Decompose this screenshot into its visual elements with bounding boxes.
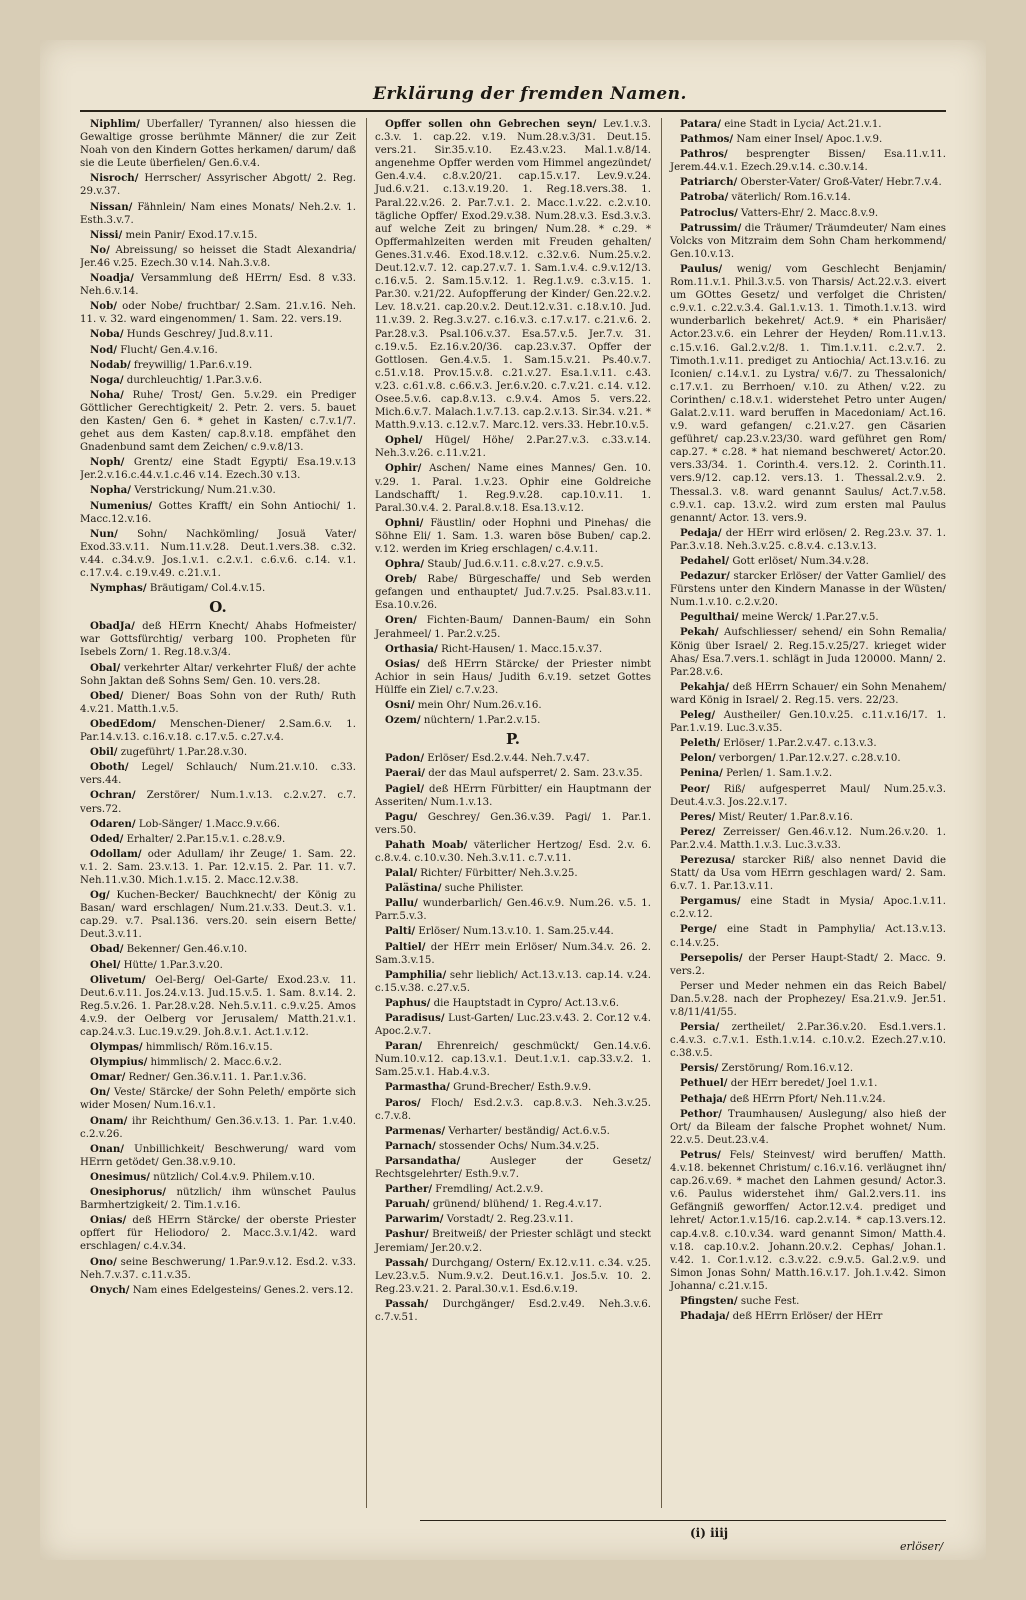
glossary-entry: Olympas/ himmlisch/ Röm.16.v.15.: [90, 1041, 273, 1054]
glossary-entry: Niphlim/ Uberfaller/ Tyrannen/ also hiessen die Gewaltige grosse berühmte Männer/ die zur Zeit Noah von den Kindern Gottes herkamen/ darum/ daß sie die Leute überfielen/ Gen.6.v.4.: [80, 118, 356, 170]
glossary-entry: Peleg/ Austheiler/ Gen.10.v.25. c.11.v.16/17. 1. Par.1.v.19. Luc.3.v.35.: [670, 709, 946, 735]
glossary-entry: Paran/ Ehrenreich/ geschmückt/ Gen.14.v.6. Num.10.v.12. cap.13.v.1. Deut.1.v.1. cap.33.v.2. 1. Sam.25.v.1. Hab.4.v.3.: [375, 1040, 651, 1079]
glossary-entry: Passah/ Durchgang/ Ostern/ Ex.12.v.11. c.34. v.25. Lev.23.v.5. Num.9.v.2. Deut.16.v.1. Jos.5.v. 10. 2. Reg.23.v.21. 2. Paral.30.v.1. Esd.6.v.19.: [375, 1256, 651, 1295]
glossary-entry: Palal/ Richter/ Fürbitter/ Neh.3.v.25.: [385, 867, 578, 880]
glossary-entry: Padon/ Erlöser/ Esd.2.v.44. Neh.7.v.47.: [385, 752, 590, 765]
glossary-entry: Paerai/ der das Maul aufsperret/ 2. Sam. 23.v.35.: [385, 767, 643, 780]
glossary-entry: Pekah/ Aufschliesser/ sehend/ ein Sohn Remalia/ König über Israel/ 2. Reg.15.v.25/27. krieget wider Ahas/ Esa.7.vers.1. schlägt in Juda 120000. Mann/ 2. Par.28.v.6.: [670, 626, 946, 678]
glossary-entry: Nisroch/ Herrscher/ Assyrischer Abgott/ 2. Reg. 29.v.37.: [80, 172, 356, 198]
glossary-entry: ObadJa/ deß HErrn Knecht/ Ahabs Hofmeister/ war Gottsfürchtig/ verbarg 100. Propheten für Isebels Zorn/ 1. Reg.18.v.3/4.: [80, 620, 356, 659]
glossary-entry: Noph/ Grentz/ eine Stadt Egypti/ Esa.19.v.13 Jer.2.v.16.c.44.v.1.c.46 v.14. Ezech.30 v.13.: [80, 456, 356, 482]
glossary-entry: Odollam/ oder Adullam/ ihr Zeuge/ 1. Sam. 22. v.1. 2. Sam. 23.v.13. 1. Par. 12.v.15. 2. Par. 11. v.7. Neh.11.v.30. Mich.1.v.15. 2. Macc.12.v.38.: [80, 847, 356, 886]
column-2: [366, 118, 651, 1508]
glossary-entry: Olivetum/ Oel-Berg/ Oel-Garte/ Exod.23.v. 11. Deut.6.v.11. Jos.24.v.13. Jud.15.v.5. 1. Sam. 8.v.14. 2. Reg.5.v.26. 1. Par.28.v.28. Neh.5.v.11. c.9.v.25. Amos 4.v.9. der Oelberg vor Jerusalem/ Matth.21.v.1. cap.24.v.3. Luc.19.v.29. Joh.8.v.1. Act.1.v.12.: [80, 973, 356, 1038]
glossary-entry: Ohel/ Hütte/ 1.Par.3.v.20.: [90, 958, 223, 971]
glossary-entry: Ophir/ Aschen/ Name eines Mannes/ Gen. 10. v.29. 1. Paral. 1.v.23. Ophir eine Goldreiche Landschafft/ 1. Reg.9.v.28. cap.10.v.11. 1. Paral.30.v.4. 2. Paral.8.v.18. Esa.13.v.12.: [375, 462, 651, 514]
glossary-entry: Paros/ Floch/ Esd.2.v.3. cap.8.v.3. Neh.3.v.25. c.7.v.8.: [375, 1096, 651, 1122]
glossary-entry: Petrus/ Fels/ Steinvest/ wird beruffen/ Matth. 4.v.18. bekennet Christum/ c.16.v.16. verläugnet ihn/ cap.26.v.69. * machet den Lahmen gesund/ Actor.3. v.6. Paulus widerstehet ihm/ Gal.2.vers.11. ins Gefängniß geworffen/ Actor.12.v.4. prediget und lehret/ Actor.1.v.15/16. cap.2.v.14. * cap.13.vers.12. cap.4.v.8. c.10.v.34. ward genannt Simon/ Matth.4. v.18. cap.10.v.2. Johann.20.v.2. Cephas/ Johan.1. v.42. 1. Cor.1.v.12. c.3.v.22. c.9.v.5. Gal.2.v.9. und Simon Jonas Sohn/ Matth.16.v.17. Joh.1.v.42. Simon Johanna/ c.21.v.15.: [670, 1148, 946, 1292]
glossary-entry: Palästina/ suche Philister.: [385, 882, 524, 895]
glossary-entry: Pedazur/ starcker Erlöser/ der Vatter Gamliel/ des Fürstens unter den Kindern Manasse in der Wüsten/ Num.1.v.10. c.2.v.20.: [670, 570, 946, 609]
glossary-entry: Oren/ Fichten-Baum/ Dannen-Baum/ ein Sohn Jerahmeel/ 1. Par.2.v.25.: [375, 614, 651, 640]
glossary-entry: Peor/ Riß/ aufgesperret Maul/ Num.25.v.3. Deut.4.v.3. Jos.22.v.17.: [670, 782, 946, 808]
glossary-entry: Pashur/ Breitweiß/ der Priester schlägt und steckt Jeremiam/ Jer.20.v.2.: [375, 1228, 651, 1254]
glossary-entry: Nodab/ freywillig/ 1.Par.6.v.19.: [90, 358, 253, 371]
glossary-entry: Pahath Moab/ väterlicher Hertzog/ Esd. 2.v. 6. c.8.v.4. c.10.v.30. Neh.3.v.11. c.7.v.11.: [375, 838, 651, 864]
glossary-entry: Pergamus/ eine Stadt in Mysia/ Apoc.1.v.11. c.2.v.12.: [670, 895, 946, 921]
glossary-entry: Noba/ Hunds Geschrey/ Jud.8.v.11.: [90, 328, 273, 341]
glossary-entry: Parther/ Fremdling/ Act.2.v.9.: [385, 1183, 544, 1196]
glossary-entry: Parwarim/ Vorstadt/ 2. Reg.23.v.11.: [385, 1213, 574, 1226]
glossary-entry: Pathros/ besprengter Bissen/ Esa.11.v.11. Jerem.44.v.1. Ezech.29.v.14. c.30.v.14.: [670, 148, 946, 174]
text-columns: [80, 118, 946, 1508]
catchword: erlöser/: [900, 1540, 944, 1553]
glossary-entry: Patara/ eine Stadt in Lycia/ Act.21.v.1.: [680, 118, 882, 130]
glossary-entry: Pekahja/ deß HErrn Schauer/ ein Sohn Menahem/ ward König in Israel/ 2. Reg.15. vers. 22/23.: [670, 680, 946, 706]
glossary-entry: Nod/ Flucht/ Gen.4.v.16.: [90, 343, 218, 356]
glossary-entry: Pedaja/ der HErr wird erlösen/ 2. Reg.23.v. 37. 1. Par.3.v.18. Neh.3.v.25. c.8.v.4. c.13.v.13.: [670, 526, 946, 552]
glossary-entry: Perser und Meder nehmen ein das Reich Babel/ Dan.5.v.28. nach der Prophezey/ Esa.21.v.9. Jer.51. v.8/11/41/55.: [670, 980, 946, 1018]
book-page: [40, 40, 986, 1560]
glossary-entry: Ozem/ nüchtern/ 1.Par.2.v.15.: [385, 714, 541, 727]
glossary-entry: Paruah/ grünend/ blühend/ 1. Reg.4.v.17.: [385, 1198, 602, 1211]
section-letter: P.: [505, 730, 521, 749]
glossary-entry: Onam/ ihr Reichthum/ Gen.36.v.13. 1. Par. 1.v.40. c.2.v.26.: [80, 1114, 356, 1140]
glossary-entry: Noga/ durchleuchtig/ 1.Par.3.v.6.: [90, 373, 263, 386]
glossary-entry: Odaren/ Lob-Sänger/ 1.Macc.9.v.66.: [90, 817, 280, 830]
glossary-entry: Ophni/ Fäustlin/ oder Hophni und Pinehas/ die Söhne Eli/ 1. Sam. 1.3. waren böse Buben/ cap.2. v.12. werden im Krieg erschlagen/ c.4.v.11.: [375, 516, 651, 555]
glossary-entry: Paltiel/ der HErr mein Erlöser/ Num.34.v. 26. 2. Sam.3.v.15.: [375, 940, 651, 966]
glossary-entry: Obil/ zugeführt/ 1.Par.28.v.30.: [90, 746, 248, 759]
glossary-entry: Onych/ Nam eines Edelgesteins/ Genes.2. vers.12.: [90, 1283, 354, 1296]
glossary-entry: No/ Abreissung/ so heisset die Stadt Alexandria/ Jer.46 v.25. Ezech.30 v.14. Nah.3.v.8.: [80, 243, 356, 269]
column-1: [80, 118, 356, 1508]
glossary-entry: Persia/ zertheilet/ 2.Par.36.v.20. Esd.1.vers.1. c.4.v.3. c.7.v.1. Esth.1.v.14. c.10.v.2. Ezech.27.v.10. c.38.v.5.: [670, 1021, 946, 1060]
glossary-entry: On/ Veste/ Stärcke/ der Sohn Peleth/ empörte sich wider Mosen/ Num.16.v.1.: [80, 1086, 356, 1112]
glossary-entry: Ophra/ Staub/ Jud.6.v.11. c.8.v.27. c.9.v.5.: [385, 558, 604, 571]
glossary-entry: Persepolis/ der Perser Haupt-Stadt/ 2. Macc. 9. vers.2.: [670, 951, 946, 977]
glossary-entry: Pegulthai/ meine Werck/ 1.Par.27.v.5.: [680, 611, 879, 624]
glossary-entry: Parsandatha/ Ausleger der Gesetz/ Rechtsgelehrter/ Esth.9.v.7.: [375, 1154, 651, 1181]
glossary-entry: Osias/ deß HErrn Stärcke/ der Priester nimbt Achior in sein Haus/ Judith 6.v.19. setzet Gottes Hülffe ein Ziel/ c.7.v.23.: [375, 657, 651, 696]
glossary-entry: Pallu/ wunderbarlich/ Gen.46.v.9. Num.26. v.5. 1. Parr.5.v.3.: [375, 897, 651, 923]
glossary-entry: Phadaja/ deß HErrn Erlöser/ der HErr: [680, 1310, 883, 1323]
glossary-entry: Perez/ Zerreisser/ Gen.46.v.12. Num.26.v.20. 1. Par.2.v.4. Matth.1.v.3. Luc.3.v.33.: [670, 825, 946, 851]
glossary-entry: Olympius/ himmlisch/ 2. Macc.6.v.2.: [90, 1056, 282, 1069]
glossary-entry: Patriarch/ Oberster-Vater/ Groß-Vater/ Hebr.7.v.4.: [680, 176, 942, 189]
glossary-entry: Obad/ Bekenner/ Gen.46.v.10.: [90, 943, 248, 956]
glossary-entry: Paulus/ wenig/ vom Geschlecht Benjamin/ Rom.11.v.1. Phil.3.v.5. von Tharsis/ Act.22.v.3. eivert um GOttes Gesetz/ und verfolget die Christen/ c.9.v.1. c.22.v.3.4. Gal.1.v.13. 1. Timoth.1.v.13. wird wunderbarlich bekehret/ Act.9. * ein Pharisäer/ Actor.23.v.6. ein Lehrer der Heyden/ Rom.11.v.13. c.15.v.16. Gal.2.v.2/8. 1. Tim.1.v.11. c.2.v.7. 2. Timoth.1.v.11. prediget zu Antiochia/ Act.13.v.16. zu Iconien/ c.14.v.1. zu Lystra/ v.6/7. zu Thessalonich/ c.17.v.1. zu Berrhoen/ v.10. zu Athen/ v.22. zu Corinthen/ c.18.v.1. widerstehet Petro unter Augen/ Galat.2.v.11. ward beruffen in Macedoniam/ Act.16. v.9. ward gefangen/ c.21.v.27. gen Cäsarien geführet/ cap.23.v.23/30. ward geführet gen Rom/ cap.27. * c.28. * hat niemand beschweret/ Actor.20. vers.33/34. 1. Corinth.4. vers.12. 2. Corinth.11. vers.9/12. cap.12. vers.13. 1. Thessal.2.v.9. 2. Thessal.3. v.8. ward genannt Saulus/ Act.7.v.58. c.9.v.1. cap. 13.v.2. wird zum ersten mal Paulus genannt/ Actor. 13. vers.9.: [670, 262, 946, 524]
glossary-entry: Oded/ Erhalter/ 2.Par.15.v.1. c.28.v.9.: [90, 832, 286, 845]
glossary-entry: Pathmos/ Nam einer Insel/ Apoc.1.v.9.: [680, 133, 883, 146]
glossary-entry: Ono/ seine Beschwerung/ 1.Par.9.v.12. Esd.2. v.33. Neh.7.v.37. c.11.v.35.: [80, 1255, 356, 1281]
glossary-entry: Opffer sollen ohn Gebrechen seyn/ Lev.1.v.3. c.3.v. 1. cap.22. v.19. Num.28.v.3/31. Deut.15. vers.21. Sir.35.v.10. Ez.43.v.23. Mal.1.v.8/14. angenehme Opffer werden vom Himmel angezündet/ Gen.4.v.4. c.8.v.20/21. cap.15.v.17. Lev.9.v.24. Jud.6.v.21. c.13.v.19.20. 1. Reg.18.vers.38. 1. Paral.22.v.26. 2. Par.7.v.1. 2. Macc.1.v.22. c.2.v.10. tägliche Opffer/ Exod.29.v.38. Num.28.v.3. Esd.3.v.3. auf welche Zeit zu bringen/ Num.28. * c.29. * Opffermahlzeiten werden mit Freuden gehalten/ Genes.31.v.46. Exod.18.v.12. c.32.v.6. Num.25.v.2. Deut.12.v.7. 12. cap.27.v.7. 1. Sam.1.v.4. c.9.v.12/13. c.16.v.5. 2. Sam.15.v.12. 1. Reg.1.v.9. c.3.v.15. 1. Par.30. v.21/22. Aufopfferung der Kinder/ Gen.22.v.2. Lev. 18.v.21. cap.20.v.2. Deut.12.v.31. c.18.v.10. Jud. 11.v.39. 2. Reg.3.v.27. c.16.v.3. c.17.v.17. c.21.v.6. 2. Par.28.v.3. Psal.106.v.37. Esa.57.v.5. Jer.7.v. 31. c.19.v.5. Ez.16.v.20/36. cap.23.v.37. Opffer der Gottlosen. Gen.4.v.5. 1. Sam.15.v.21. Ps.40.v.7. c.51.v.18. Prov.15.v.8. c.21.v.27. Esa.1.v.11. c.43. v.23. c.61.v.8. c.66.v.3. Jer.6.v.20. c.7.v.21. c.14. v.12. Osee.5.v.6. cap.8.v.13. c.9.v.4. Amos 5. vers.22. Mich.6.v.7. Malach.1.v.7.13. cap.2.v.13. Sir.34. v.21. * Matth.9.v.13. c.12.v.7. Marc.12. vers.33. Hebr.10.v.5.: [375, 118, 651, 432]
glossary-entry: Osni/ mein Ohr/ Num.26.v.16.: [385, 699, 542, 712]
glossary-entry: Nissi/ mein Panir/ Exod.17.v.15.: [90, 228, 258, 241]
glossary-entry: Peres/ Mist/ Reuter/ 1.Par.8.v.16.: [680, 810, 853, 823]
glossary-entry: Orthasia/ Richt-Hausen/ 1. Macc.15.v.37.: [385, 642, 603, 655]
glossary-entry: Paphus/ die Hauptstadt in Cypro/ Act.13.v.6.: [385, 996, 619, 1009]
glossary-entry: ObedEdom/ Menschen-Diener/ 2.Sam.6.v. 1. Par.14.v.13. c.16.v.18. c.17.v.5. c.27.v.4.: [80, 717, 356, 744]
glossary-entry: Oreb/ Rabe/ Bürgeschaffe/ und Seb werden gefangen und enthauptet/ Jud.7.v.25. Psal.83.v.11. Esa.10.v.26.: [375, 573, 651, 612]
glossary-entry: Perge/ eine Stadt in Pamphylia/ Act.13.v.13. c.14.v.25.: [670, 923, 946, 949]
glossary-entry: Ochran/ Zerstörer/ Num.1.v.13. c.2.v.27. c.7. vers.72.: [80, 789, 356, 815]
glossary-entry: Onesimus/ nützlich/ Col.4.v.9. Philem.v.10.: [90, 1170, 316, 1183]
signature-mark: (i) iiij: [690, 1526, 729, 1540]
glossary-entry: Noha/ Ruhe/ Trost/ Gen. 5.v.29. ein Prediger Göttlicher Gerechtigkeit/ 2. Petr. 2. vers. 5. bauet den Kasten/ Gen 6. * gehet in Kasten/ c.7.v.1/7. gehet aus dem Kasten/ cap.8.v.18. empfähet den Gnadenbund samt dem Zeichen/ c.9.v.8/13.: [80, 388, 356, 454]
glossary-entry: Nymphas/ Bräutigam/ Col.4.v.15.: [90, 582, 266, 595]
glossary-entry: Obed/ Diener/ Boas Sohn von der Ruth/ Ruth 4.v.21. Matth.1.v.5.: [80, 689, 356, 715]
header-rule: [80, 110, 946, 112]
glossary-entry: Pethuel/ der HErr beredet/ Joel 1.v.1.: [680, 1077, 878, 1090]
glossary-entry: Nob/ oder Nobe/ fruchtbar/ 2.Sam. 21.v.16. Neh. 11. v. 32. ward eingenommen/ 1. Sam. 22. vers.19.: [80, 300, 356, 326]
glossary-entry: Penina/ Perlen/ 1. Sam.1.v.2.: [680, 767, 833, 780]
glossary-entry: Nun/ Sohn/ Nachkömling/ Josuä Vater/ Exod.33.v.11. Num.11.v.28. Deut.1.vers.38. c.32. v.44. c.34.v.9. Jos.1.v.1. c.2.v.1. c.6.v.6. c.14. v.1. c.17.v.4. c.19.v.49. c.21.v.1.: [80, 527, 356, 579]
glossary-entry: Parmastha/ Grund-Brecher/ Esth.9.v.9.: [385, 1081, 592, 1094]
glossary-entry: Nopha/ Verstrickung/ Num.21.v.30.: [90, 484, 276, 497]
glossary-entry: Parmenas/ Verharter/ beständig/ Act.6.v.5.: [385, 1124, 610, 1137]
glossary-entry: Pagiel/ deß HErrn Fürbitter/ ein Hauptmann der Asseriten/ Num.1.v.13.: [375, 782, 651, 808]
glossary-entry: Pethaja/ deß HErrn Pfort/ Neh.11.v.24.: [680, 1092, 886, 1105]
glossary-entry: Onesiphorus/ nützlich/ ihm wünschet Paulus Barmhertzigkeit/ 2. Tim.1.v.16.: [80, 1186, 356, 1212]
glossary-entry: Passah/ Durchgänger/ Esd.2.v.49. Neh.3.v.6. c.7.v.51.: [375, 1297, 651, 1323]
glossary-entry: Pelon/ verborgen/ 1.Par.12.v.27. c.28.v.10.: [680, 752, 901, 765]
glossary-entry: Palti/ Erlöser/ Num.13.v.10. 1. Sam.25.v.44.: [385, 925, 614, 938]
glossary-entry: Parnach/ stossender Ochs/ Num.34.v.25.: [385, 1139, 600, 1152]
glossary-entry: Nissan/ Fähnlein/ Nam eines Monats/ Neh.2.v. 1. Esth.3.v.7.: [80, 200, 356, 226]
running-head: Erklärung der fremden Namen.: [373, 84, 687, 104]
glossary-entry: Obal/ verkehrter Altar/ verkehrter Fluß/ der achte Sohn Jaktan deß Sohns Sem/ Gen. 10. vers.28.: [80, 661, 356, 687]
column-3: [661, 118, 946, 1508]
footer-rule: [420, 1520, 946, 1521]
glossary-entry: Patrussim/ die Träumer/ Träumdeuter/ Nam eines Volcks von Mitzraim dem Sohn Cham herkommend/ Gen.10.v.13.: [670, 221, 946, 260]
glossary-entry: Pethor/ Traumhausen/ Auslegung/ also hieß der Ort/ da Bileam der falsche Prophet wohnet/ Num. 22.v.5. Deut.23.v.4.: [670, 1107, 946, 1146]
glossary-entry: Perezusa/ starcker Riß/ also nennet David die Statt/ da Usa vom HErrn geschlagen ward/ 2. Sam. 6.v.7. 1. Par.13.v.11.: [670, 853, 946, 893]
section-letter: O.: [209, 598, 227, 617]
glossary-entry: Patroba/ väterlich/ Rom.16.v.14.: [680, 191, 851, 204]
glossary-entry: Noadja/ Versammlung deß HErrn/ Esd. 8 v.33. Neh.6.v.14.: [80, 272, 356, 298]
glossary-entry: Pagu/ Geschrey/ Gen.36.v.39. Pagi/ 1. Par.1. vers.50.: [375, 810, 651, 836]
glossary-entry: Omar/ Redner/ Gen.36.v.11. 1. Par.1.v.36.: [90, 1071, 307, 1084]
glossary-entry: Ophel/ Hügel/ Höhe/ 2.Par.27.v.3. c.33.v.14. Neh.3.v.26. c.11.v.21.: [375, 434, 651, 460]
glossary-entry: Og/ Kuchen-Becker/ Bauchknecht/ der König zu Basan/ ward erschlagen/ Num.21.v.33. Deut.3. v.1. cap.29. v.7. Psal.136. vers.20. sein eisern Bette/ Deut.3.v.11.: [80, 889, 356, 941]
glossary-entry: Onias/ deß HErrn Stärcke/ der oberste Priester opffert für Heliodoro/ 2. Macc.3.v.1/42. ward erschlagen/ c.4.v.34.: [80, 1214, 356, 1253]
glossary-entry: Peleth/ Erlöser/ 1.Par.2.v.47. c.13.v.3.: [680, 737, 877, 750]
glossary-entry: Pfingsten/ suche Fest.: [680, 1294, 800, 1307]
glossary-entry: Pamphilia/ sehr lieblich/ Act.13.v.13. cap.14. v.24. c.15.v.38. c.27.v.5.: [375, 968, 651, 994]
glossary-entry: Oboth/ Legel/ Schlauch/ Num.21.v.10. c.33. vers.44.: [80, 761, 356, 787]
glossary-entry: Onan/ Unbillichkeit/ Beschwerung/ ward vom HErrn getödet/ Gen.38.v.9.10.: [80, 1142, 356, 1168]
glossary-entry: Pedahel/ Gott erlöset/ Num.34.v.28.: [680, 555, 869, 567]
glossary-entry: Paradisus/ Lust-Garten/ Luc.23.v.43. 2. Cor.12 v.4. Apoc.2.v.7.: [375, 1012, 651, 1038]
glossary-entry: Patroclus/ Vatters-Ehr/ 2. Macc.8.v.9.: [680, 206, 879, 219]
glossary-entry: Persis/ Zerstörung/ Rom.16.v.12.: [680, 1062, 854, 1075]
glossary-entry: Numenius/ Gottes Krafft/ ein Sohn Antiochi/ 1. Macc.12.v.16.: [80, 499, 356, 525]
